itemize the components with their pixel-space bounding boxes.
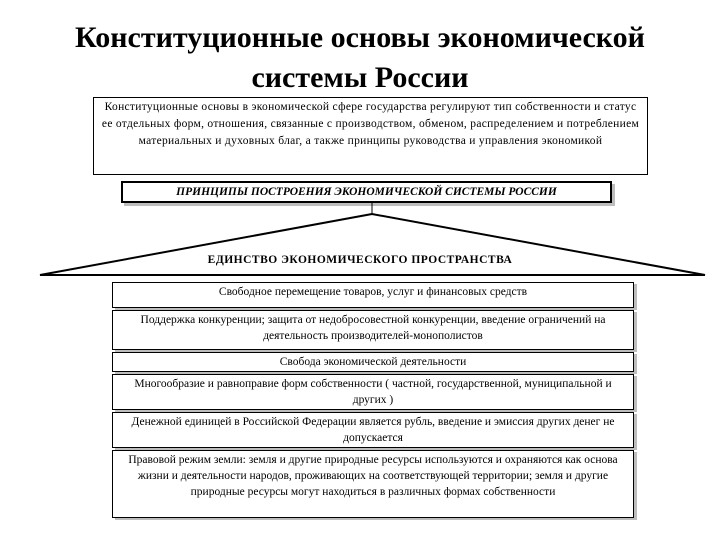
principles-list [112, 282, 634, 520]
principle-row: Правовой режим земли: земля и другие природные ресурсы используются и охраняются как основа жизни и деятельности народов, проживающих на соответствующей территории; земля и другие природные ресурсы могут находиться в различных формах собственности [112, 450, 634, 518]
principle-row: Денежной единицей в Российской Федерации является рубль, введение и эмиссия других денег не допускается [112, 412, 634, 448]
roof-label: ЕДИНСТВО ЭКОНОМИЧЕСКОГО ПРОСТРАНСТВА [207, 254, 513, 266]
principle-row: Поддержка конкуренции; защита от недобросовестной конкуренции, введение ограничений на деятельность производителей-монополистов [112, 310, 634, 350]
principle-row: Свобода экономической деятельности [112, 352, 634, 372]
intro-box: Конституционные основы в экономической сфере государства регулируют тип собственности и статус ее отдельных форм, отношения, связанные с производством, обменом, распределением и потреблением материальных и духовных благ, а также принципы руководства и управления экономикой [93, 97, 648, 175]
principle-row: Свободное перемещение товаров, услуг и финансовых средств [112, 282, 634, 308]
page-title: Конституционные основы экономической системы России [75, 21, 645, 94]
principle-row: Многообразие и равноправие форм собственности ( частной, государственной, муниципальной и других ) [112, 374, 634, 410]
principles-header: ПРИНЦИПЫ ПОСТРОЕНИЯ ЭКОНОМИЧЕСКОЙ СИСТЕМЫ РОССИИ [121, 181, 612, 203]
